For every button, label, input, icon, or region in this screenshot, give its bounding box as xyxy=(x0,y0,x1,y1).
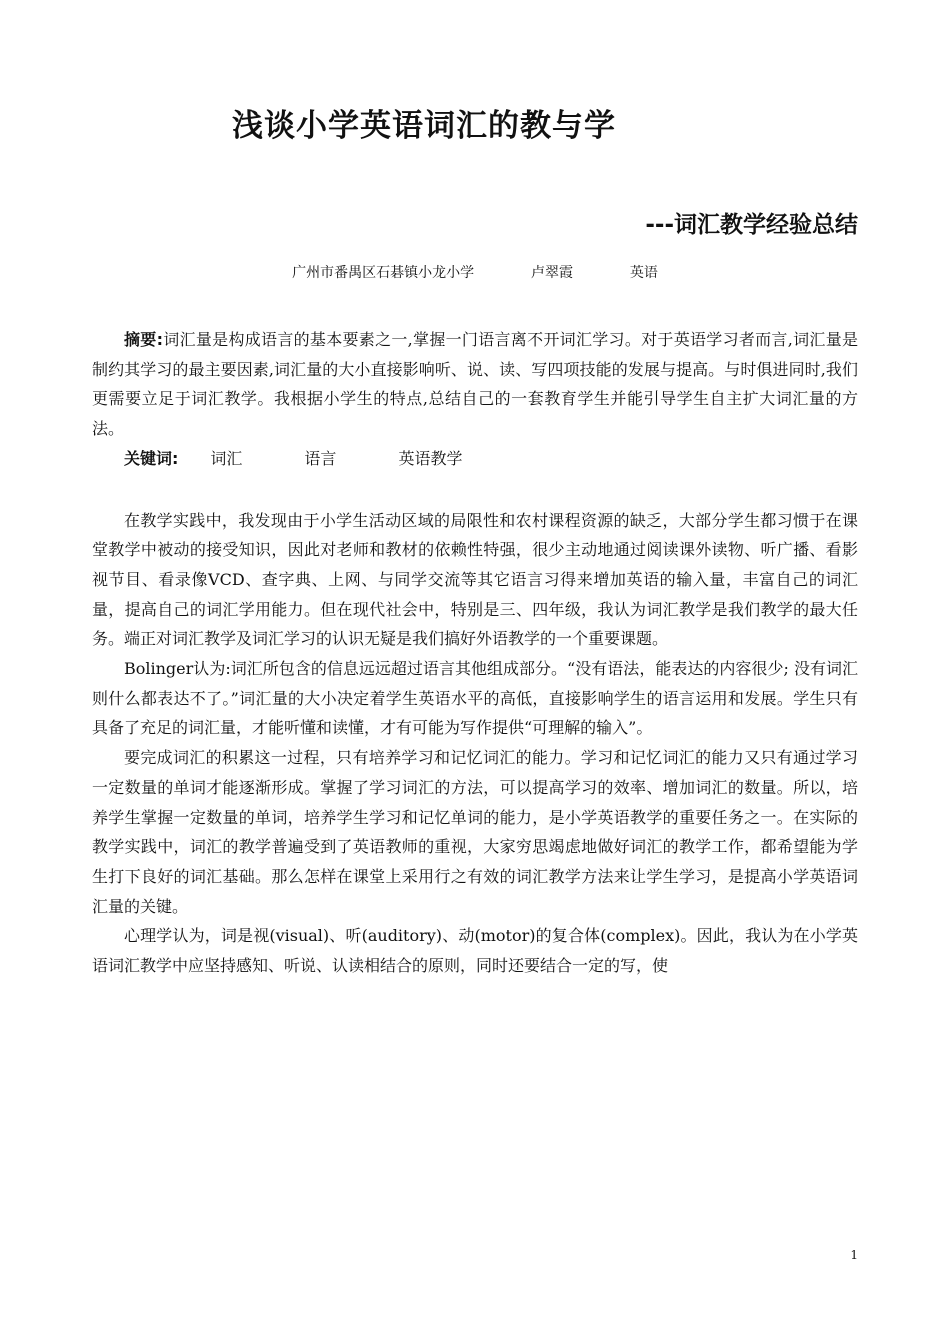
keyword-item: 词汇 xyxy=(210,448,243,468)
body-paragraph: Bolinger认为:词汇所包含的信息远远超过语言其他组成部分。“没有语法，能表达的内容很少; 没有词汇则什么都表达不了。”词汇量的大小决定着学生英语水平的高低，直接影响学生的语言运用和发展。学生只有具备了充足的词汇量，才能听懂和读懂，才有可能为写作提供“可理解的输入”。 xyxy=(92,659,858,738)
keyword-item: 语言 xyxy=(304,448,337,468)
document-body xyxy=(92,325,858,981)
body-paragraph: 在教学实践中，我发现由于小学生活动区域的局限性和农村课程资源的缺乏，大部分学生都习惯于在课堂教学中被动的接受知识，因此对老师和教材的依赖性特强，很少主动地通过阅读课外读物、听广播、看影视节目、看录像VCD、查字典、上网、与同学交流等其它语言习得来增加英语的输入量，丰富自己的词汇量，提高自己的词汇学用能力。但在现代社会中，特别是三、四年级，我认为词汇教学是我们教学的最大任务。端正对词汇教学及词汇学习的认识无疑是我们搞好外语教学的一个重要课题。 xyxy=(92,510,858,649)
author-school: 广州市番禺区石碁镇小龙小学 xyxy=(292,265,475,281)
page-number: 1 xyxy=(850,1248,858,1262)
author-line xyxy=(0,262,950,282)
keyword-item: 英语教学 xyxy=(398,448,463,468)
body-paragraph: 要完成词汇的积累这一过程，只有培养学习和记忆词汇的能力。学习和记忆词汇的能力又只有通过学习一定数量的单词才能逐渐形成。掌握了学习词汇的方法，可以提高学习的效率、增加词汇的数量。所以，培养学生掌握一定数量的单词，培养学生学习和记忆单词的能力，是小学英语教学的重要任务之一。在实际的教学实践中，词汇的教学普遍受到了英语教师的重视，大家穷思竭虑地做好词汇的教学工作，都希望能为学生打下良好的词汇基础。那么怎样在课堂上采用行之有效的词汇教学方法来让学生学习，是提高小学英语词汇量的关键。 xyxy=(92,748,858,916)
keywords-label: 关键词: xyxy=(124,448,179,468)
author-subject: 英语 xyxy=(629,265,658,281)
document-title: 浅谈小学英语词汇的教与学 xyxy=(232,108,616,144)
document-subtitle: ---词汇教学经验总结 xyxy=(645,212,858,238)
keywords-line xyxy=(92,444,858,474)
body-paragraph: 心理学认为，词是视(visual)、听(auditory)、动(motor)的复合体(complex)。因此，我认为在小学英语词汇教学中应坚持感知、听说、认读相结合的原则，同时还要结合一定的写，使 xyxy=(92,926,858,976)
abstract-label: 摘要: xyxy=(124,330,163,349)
abstract-text: 词汇量是构成语言的基本要素之一,掌握一门语言离不开词汇学习。对于英语学习者而言,词汇量是制约其学习的最主要因素,词汇量的大小直接影响听、说、读、写四项技能的发展与提高。与时俱进同时,我们更需要立足于词汇教学。我根据小学生的特点,总结自己的一套教育学生并能引导学生自主扩大词汇量的方法。 xyxy=(92,330,858,439)
abstract-paragraph xyxy=(92,325,858,444)
author-name: 卢翠霞 xyxy=(531,265,573,281)
